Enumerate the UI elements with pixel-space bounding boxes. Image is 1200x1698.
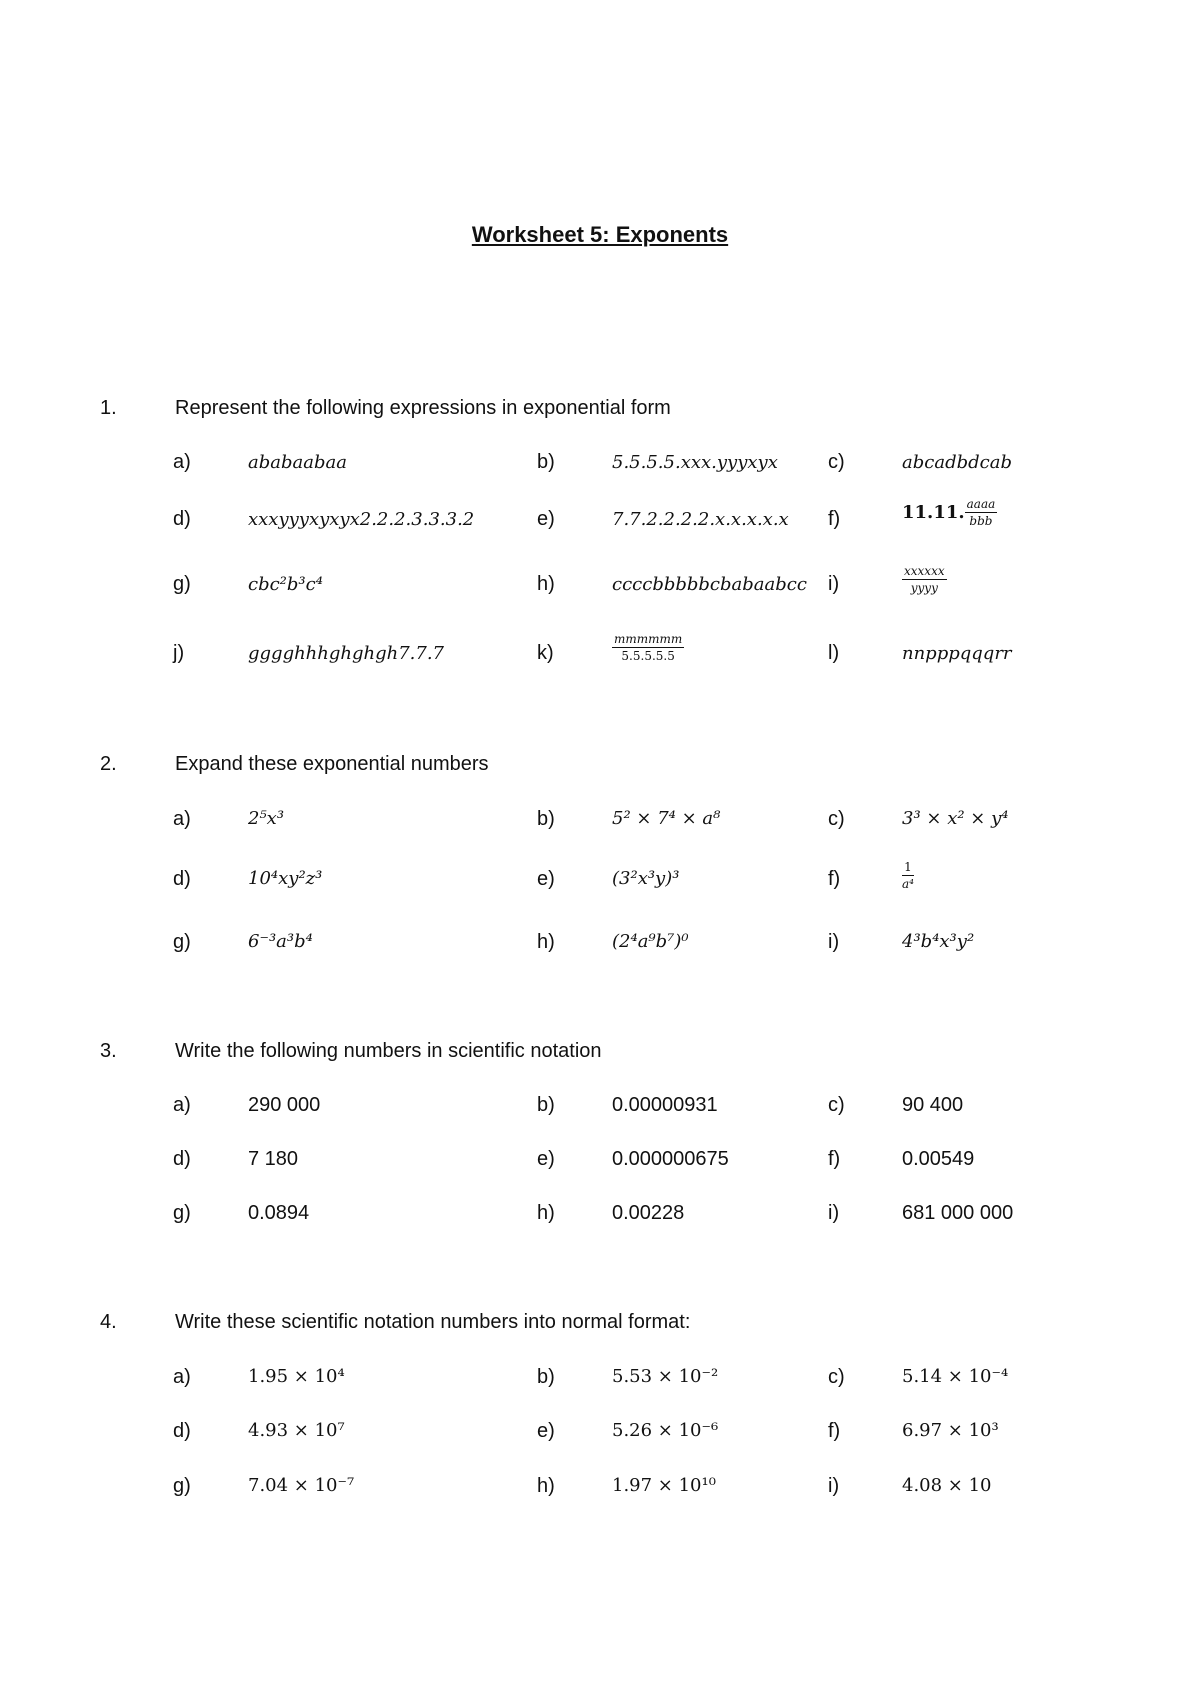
q2-expr-i: 4³b⁴x³y² [902,931,975,952]
q3-value-a: 290 000 [248,1094,321,1116]
q1-label-l: l) [828,642,840,664]
q3-label-f: f) [828,1148,841,1170]
q4-label-h: h) [537,1475,555,1497]
q1-label-g: g) [173,573,191,595]
q3-label-d: d) [173,1148,191,1170]
question-4-number: 4. [100,1311,117,1333]
question-1-number: 1. [100,397,117,419]
q3-value-e: 0.000000675 [612,1148,729,1170]
q4-expr-f: 6.97 × 10³ [902,1420,999,1441]
q2-expr-c: 3³ × x² × y⁴ [902,808,1009,829]
q3-value-f: 0.00549 [902,1148,975,1170]
fraction-numerator: aaaa [966,497,996,511]
fraction-numerator: mmmmmm [614,632,683,646]
question-3-number: 3. [100,1040,117,1062]
q2-label-i: i) [828,931,840,953]
q2-expr-a: 2⁵x³ [248,808,285,829]
q3-label-a: a) [173,1094,191,1116]
q1-label-f: f) [828,508,841,530]
q2-expr-g: 6⁻³a³b⁴ [248,931,313,952]
q1-label-e: e) [537,508,555,530]
fraction-denominator: yyyy [910,581,938,595]
q4-label-e: e) [537,1420,555,1442]
fraction-denominator: bbb [969,514,993,528]
fraction-denominator: a⁴ [902,877,914,891]
q1-expr-i [902,564,947,595]
q1-label-k: k) [537,642,554,664]
q1-label-j: j) [173,642,185,664]
q1-expr-l: nnpppqqqrr [902,643,1012,664]
q3-label-i: i) [828,1202,840,1224]
q3-label-h: h) [537,1202,555,1224]
question-1-text: Represent the following expressions in exponential form [175,397,671,419]
q4-expr-d: 4.93 × 10⁷ [248,1420,345,1441]
q2-expr-b: 5² × 7⁴ × a⁸ [612,808,721,829]
q2-expr-f [902,860,914,891]
question-3-text: Write the following numbers in scientific notation [175,1040,602,1062]
q3-label-g: g) [173,1202,191,1224]
q4-expr-a: 1.95 × 10⁴ [248,1366,345,1387]
q1-label-d: d) [173,508,191,530]
q4-expr-b: 5.53 × 10⁻² [612,1366,719,1387]
q3-value-b: 0.00000931 [612,1094,718,1116]
q4-label-b: b) [537,1366,555,1388]
q4-expr-e: 5.26 × 10⁻⁶ [612,1420,719,1441]
q4-label-f: f) [828,1420,841,1442]
q4-expr-i: 4.08 × 10 [902,1475,992,1496]
q2-expr-f-fraction [902,860,914,891]
q4-label-a: a) [173,1366,191,1388]
q3-label-c: c) [828,1094,845,1116]
q3-value-i: 681 000 000 [902,1202,1014,1224]
q1-expr-k [612,632,684,663]
q1-expr-b: 5.5.5.5.xxx.yyyxyx [612,452,778,473]
q3-value-d: 7 180 [248,1148,299,1170]
q1-expr-f-prefix: 11.11. [902,502,965,523]
q4-label-g: g) [173,1475,191,1497]
q1-label-c: c) [828,451,845,473]
q2-label-g: g) [173,931,191,953]
q3-value-c: 90 400 [902,1094,964,1116]
q4-label-d: d) [173,1420,191,1442]
q2-expr-h: (2⁴a⁹b⁷)⁰ [612,931,689,952]
q3-value-h: 0.00228 [612,1202,685,1224]
q1-expr-i-fraction [902,564,947,595]
q2-label-d: d) [173,868,191,890]
q1-expr-d: xxxyyyxyxyx2.2.2.3.3.3.2 [248,509,475,530]
page-title: Worksheet 5: Exponents [471,222,729,247]
q2-label-c: c) [828,808,845,830]
q3-label-e: e) [537,1148,555,1170]
q1-expr-c: abcadbdcab [902,452,1012,473]
fraction-numerator: xxxxxx [904,564,945,578]
q1-expr-f-fraction [965,497,998,528]
q1-expr-j: gggghhhghghgh7.7.7 [248,643,445,664]
q2-label-f: f) [828,868,841,890]
q2-label-b: b) [537,808,555,830]
q1-label-i: i) [828,573,840,595]
q4-label-c: c) [828,1366,845,1388]
q2-label-e: e) [537,868,555,890]
q1-label-a: a) [173,451,191,473]
q1-expr-g: cbc²b³c⁴ [248,574,323,595]
fraction-numerator: 1 [902,860,914,876]
q1-expr-k-fraction [612,632,684,663]
q2-label-a: a) [173,808,191,830]
q4-expr-c: 5.14 × 10⁻⁴ [902,1366,1009,1387]
q1-expr-e: 7.7.2.2.2.2.x.x.x.x.x [612,509,789,530]
q1-expr-a: ababaabaa [248,452,347,473]
question-2-text: Expand these exponential numbers [175,753,489,775]
q4-expr-h: 1.97 × 10¹⁰ [612,1475,716,1496]
q3-label-b: b) [537,1094,555,1116]
q2-label-h: h) [537,931,555,953]
q3-value-g: 0.0894 [248,1202,310,1224]
q1-expr-h: ccccbbbbbcbabaabcc [612,574,807,595]
q2-expr-d: 10⁴xy²z³ [248,868,323,889]
q2-expr-e: (3²x³y)³ [612,868,680,889]
q4-expr-g: 7.04 × 10⁻⁷ [248,1475,355,1496]
question-2-number: 2. [100,753,117,775]
q1-label-b: b) [537,451,555,473]
q4-label-i: i) [828,1475,840,1497]
fraction-denominator: 5.5.5.5.5 [621,649,675,663]
q1-label-h: h) [537,573,555,595]
question-4-text: Write these scientific notation numbers into normal format: [175,1311,691,1333]
q1-expr-f [902,497,997,528]
